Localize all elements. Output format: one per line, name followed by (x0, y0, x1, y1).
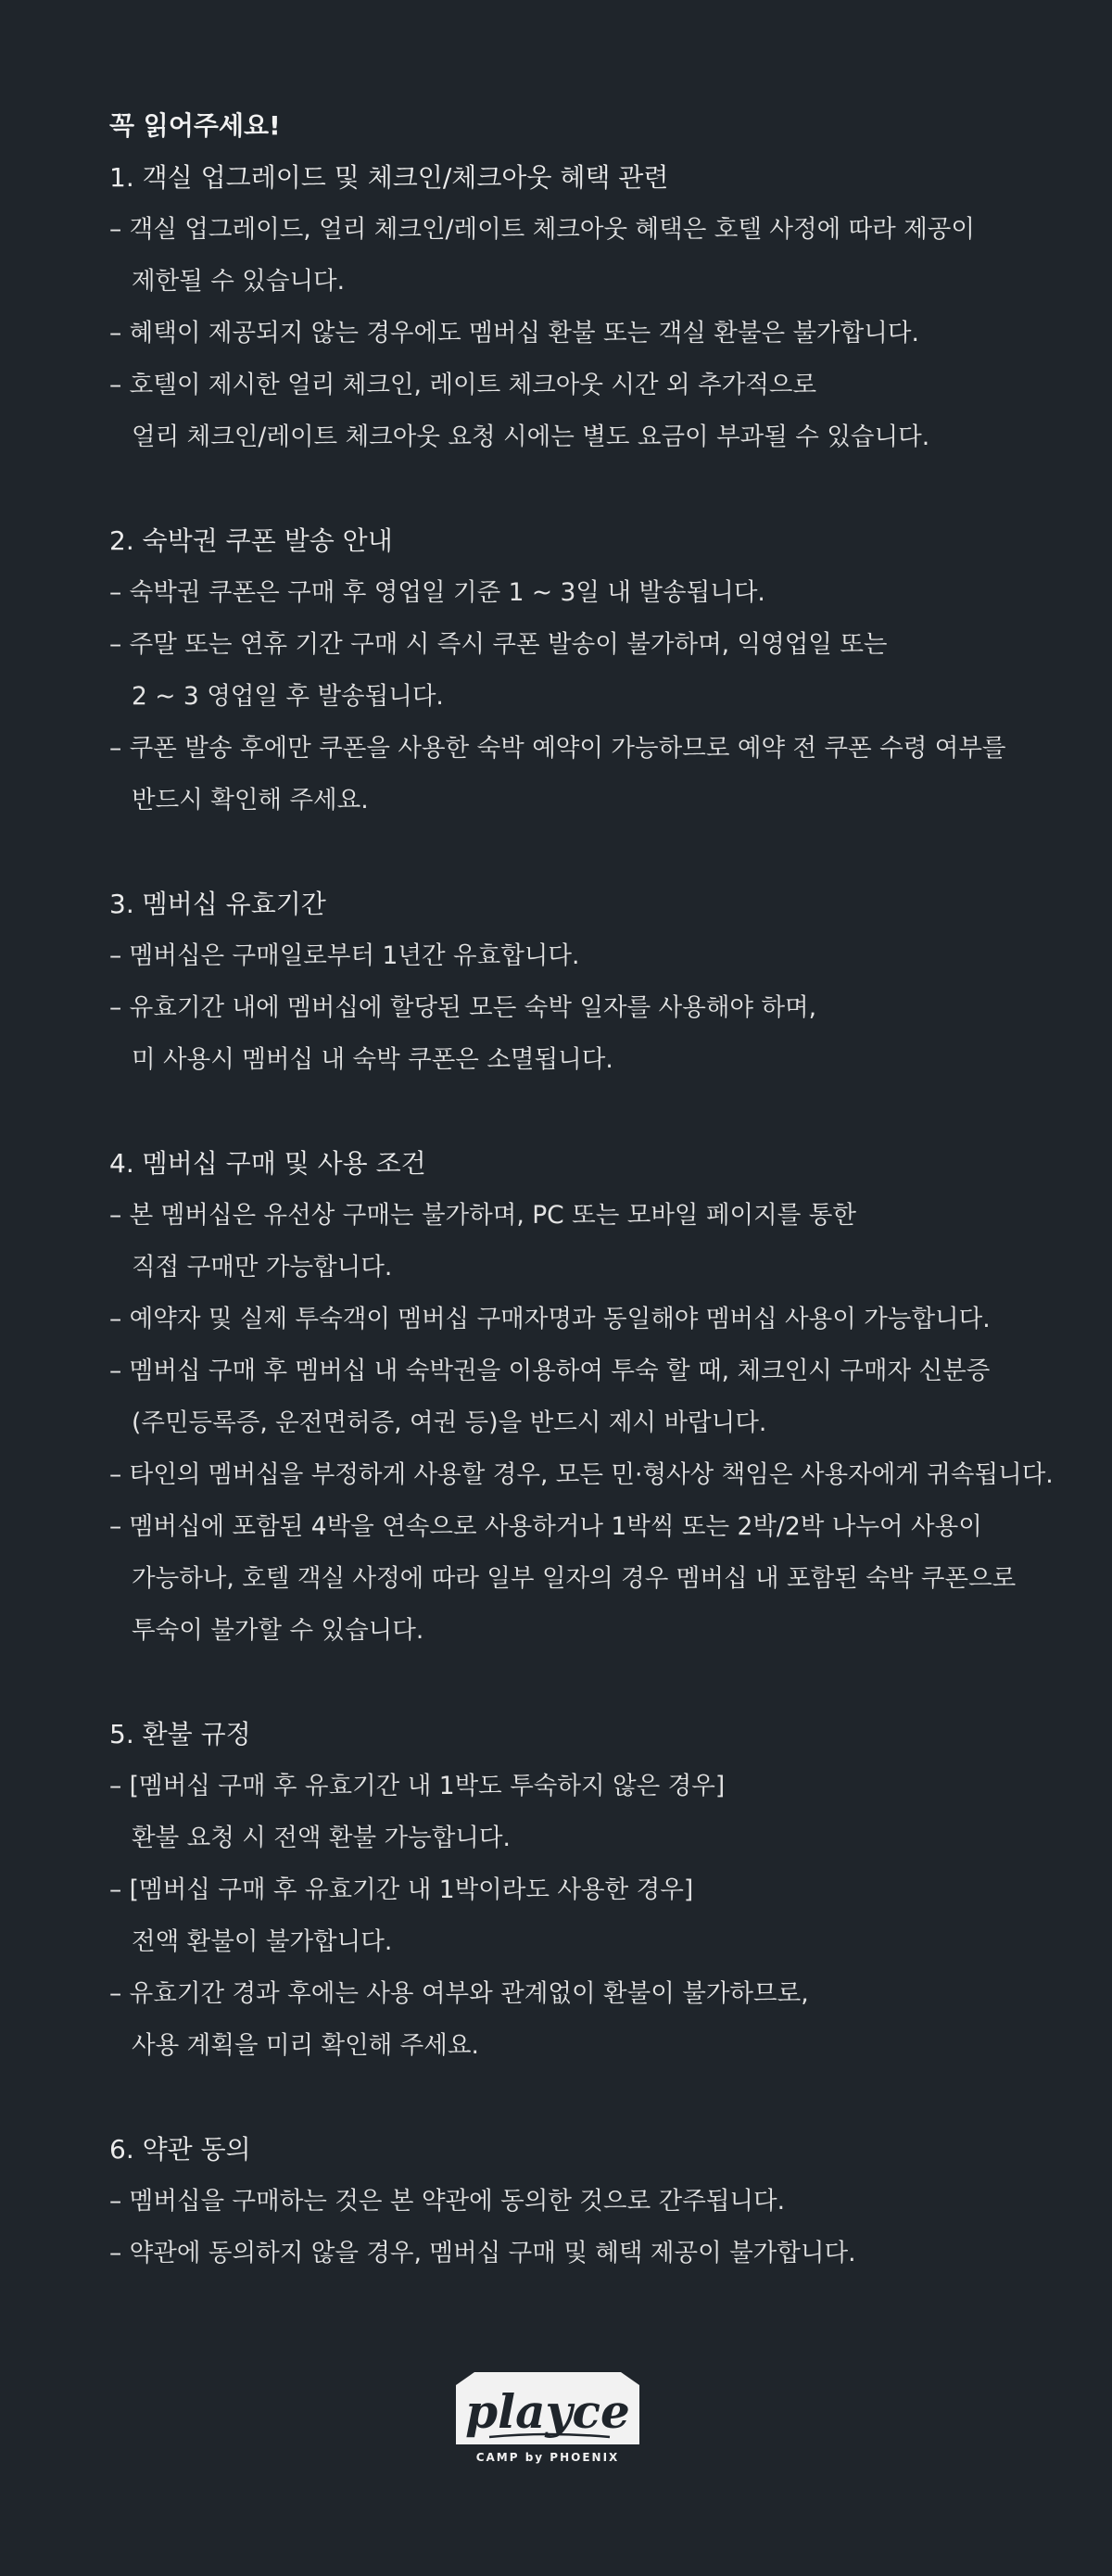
notice-line: 직접 구매만 가능합니다. (132, 1253, 393, 1282)
section-heading: 5. 환불 규정 (109, 1719, 251, 1749)
notice-line: – 숙박권 쿠폰은 구매 후 영업일 기준 1 ~ 3일 내 발송됩니다. (109, 578, 765, 607)
notice-line: 미 사용시 멤버십 내 숙박 쿠폰은 소멸됩니다. (132, 1045, 613, 1074)
notice-line: – 쿠폰 발송 후에만 쿠폰을 사용한 숙박 예약이 가능하므로 예약 전 쿠폰 수령 여부를 (109, 734, 1006, 763)
notice-line: – 유효기간 내에 멤버십에 할당된 모든 숙박 일자를 사용해야 하며, (109, 993, 817, 1022)
notice-line: – 멤버십에 포함된 4박을 연속으로 사용하거나 1박씩 또는 2박/2박 나누어 사용이 (109, 1512, 982, 1541)
notice-line: 환불 요청 시 전액 환불 가능합니다. (132, 1824, 511, 1852)
notice-line: 전액 환불이 불가합니다. (132, 1927, 393, 1956)
section-heading: 3. 멤버십 유효기간 (109, 889, 326, 919)
section-heading: 4. 멤버십 구매 및 사용 조건 (109, 1148, 426, 1179)
notice-line: 사용 계획을 미리 확인해 주세요. (132, 2031, 479, 2060)
notice-line: – 호텔이 제시한 얼리 체크인, 레이트 체크아웃 시간 외 추가적으로 (109, 371, 817, 399)
section-heading: 6. 약관 동의 (109, 2134, 251, 2165)
notice-line: 2 ~ 3 영업일 후 발송됩니다. (132, 682, 444, 711)
logo-tagline: CAMP by PHOENIX (475, 2451, 620, 2464)
notice-line: – 멤버십을 구매하는 것은 본 약관에 동의한 것으로 간주됩니다. (109, 2187, 786, 2216)
notice-line: (주민등록증, 운전면허증, 여권 등)을 반드시 제시 바랍니다. (132, 1408, 767, 1437)
notice-line: – [멤버십 구매 후 유효기간 내 1박이라도 사용한 경우] (109, 1875, 694, 1904)
section-coupon-delivery (109, 515, 1045, 827)
section-validity (109, 878, 1045, 1086)
notice-line: – 본 멤버십은 유선상 구매는 불가하며, PC 또는 모바일 페이지를 통한 (109, 1201, 856, 1230)
notice-line: – 타인의 멤버십을 부정하게 사용할 경우, 모든 민·형사상 책임은 사용자에게 귀속됩니다. (109, 1460, 1054, 1489)
notice-line: – 멤버십 구매 후 멤버십 내 숙박권을 이용하여 투숙 할 때, 체크인시 구매자 신분증 (109, 1357, 991, 1385)
notice-line: – 객실 업그레이드, 얼리 체크인/레이트 체크아웃 혜택은 호텔 사정에 따라 제공이 (109, 215, 976, 244)
notice-line: 제한될 수 있습니다. (132, 267, 346, 296)
section-room-upgrade (109, 152, 1045, 463)
notice-line: – 혜택이 제공되지 않는 경우에도 멤버십 환불 또는 객실 환불은 불가합니다. (109, 319, 919, 347)
notice-title: 꼭 읽어주세요! (109, 110, 281, 141)
notice-line: 가능하나, 호텔 객실 사정에 따라 일부 일자의 경우 멤버십 내 포함된 숙박 쿠폰으로 (132, 1564, 1017, 1593)
section-heading: 1. 객실 업그레이드 및 체크인/체크아웃 혜택 관련 (109, 162, 669, 193)
section-purchase-conditions (109, 1138, 1054, 1657)
logo-wordmark: playce (465, 2384, 630, 2439)
section-heading: 2. 숙박권 쿠폰 발송 안내 (109, 525, 393, 556)
notice-line: – 예약자 및 실제 투숙객이 멤버십 구매자명과 동일해야 멤버십 사용이 가능합니다. (109, 1305, 991, 1333)
section-refund-policy (109, 1709, 1045, 2072)
notice-panel (109, 100, 1054, 2331)
notice-line: – 주말 또는 연휴 기간 구매 시 즉시 쿠폰 발송이 불가하며, 익영업일 또는 (109, 630, 888, 659)
notice-line: – 멤버십은 구매일로부터 1년간 유효합니다. (109, 941, 580, 970)
notice-line: – 유효기간 경과 후에는 사용 여부와 관계없이 환불이 불가하므로, (109, 1979, 809, 2008)
notice-line: – 약관에 동의하지 않을 경우, 멤버십 구매 및 혜택 제공이 불가합니다. (109, 2239, 856, 2267)
brand-logo (452, 2372, 643, 2467)
notice-line: – [멤버십 구매 후 유효기간 내 1박도 투숙하지 않은 경우] (109, 1772, 726, 1800)
notice-line: 얼리 체크인/레이트 체크아웃 요청 시에는 별도 요금이 부과될 수 있습니다. (132, 423, 930, 451)
notice-line: 투숙이 불가할 수 있습니다. (132, 1616, 424, 1645)
notice-line: 반드시 확인해 주세요. (132, 786, 369, 814)
section-terms-agreement (109, 2124, 1045, 2279)
playce-logo-icon (452, 2372, 643, 2467)
